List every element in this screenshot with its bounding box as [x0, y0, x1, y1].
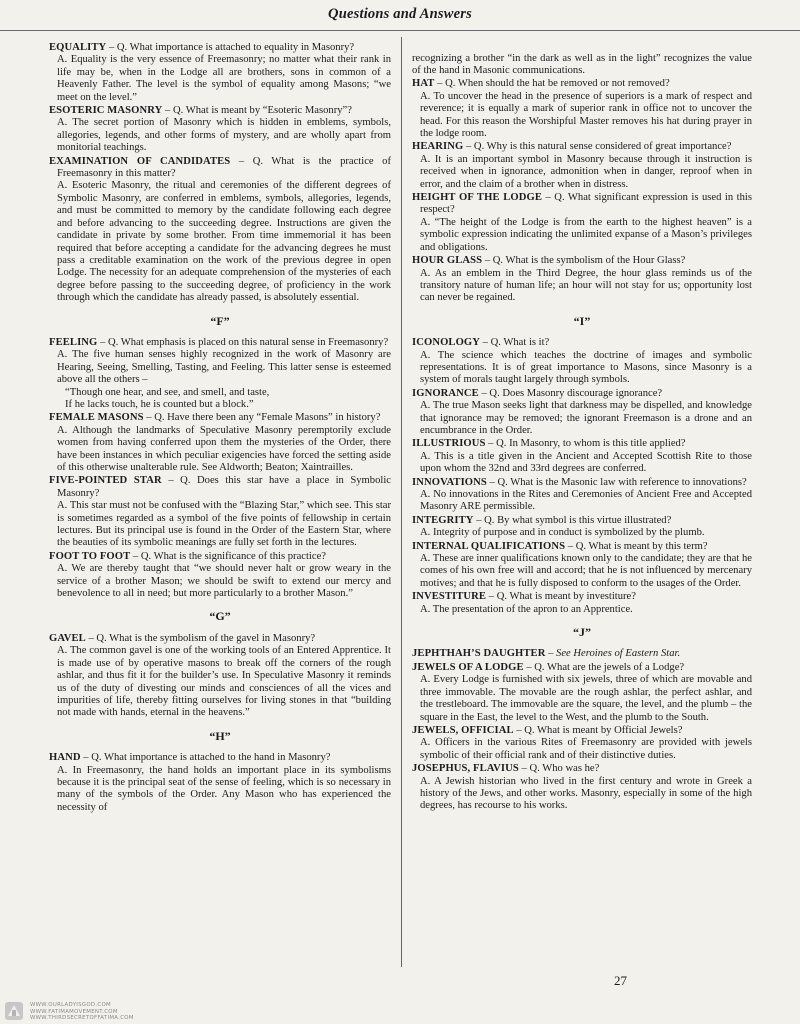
- entry-answer: A. Although the landmarks of Speculative Masonry peremptorily exclude women from having conferred upon them the mysteries of the Order, there have been instances in which peculiar exigencies have forced the setting aside of this otherwise unalterable rule. See Aldworth; Beaton; Xaintrailles.: [57, 424, 391, 473]
- entry-term: FOOT TO FOOT: [49, 550, 131, 562]
- entry-term: ICONOLOGY: [412, 337, 481, 349]
- entry-answer: A. It is an important symbol in Masonry because through it instruction is received when in ignorance, admonition when in danger, reproof when in error, and the claim of a brother when in distress.: [420, 153, 752, 190]
- entry-question: – Q. What importance is attached to the hand in Masonry?: [80, 752, 331, 764]
- entry-feeling: [49, 337, 391, 411]
- entry-female-masons: [49, 412, 391, 474]
- quote-line: “Though one hear, and see, and smell, and taste,: [65, 386, 270, 398]
- entry-question: – Q. When should the hat be removed or not removed?: [434, 78, 670, 90]
- entry-answer: A. To uncover the head in the presence of superiors is a mark of respect and reverence; it is equally a mark of superior rank in office not to uncover the head. For this reason the Worshipful Master removes his hat during prayer in the lodge room.: [420, 90, 752, 140]
- entry-term: ESOTERIC MASONRY: [49, 105, 163, 117]
- entry-answer: A. We are thereby taught that “we should never halt or grow weary in the service of a brother Mason; we should be swift to extend our mercy and benevolence to all in need; but more particularly to a brother Mason.”: [57, 563, 391, 600]
- entry-josephus-flavius: [412, 763, 752, 813]
- entry-question: – Q. Have there been any “Female Masons” in history?: [143, 412, 381, 424]
- entry-answer: A. Integrity of purpose and in conduct is symbolized by the plumb.: [420, 527, 705, 539]
- page-header: [0, 0, 800, 31]
- entry-answer: A. Officers in the various Rites of Freemasonry are provided with jewels symbolic of their official rank and of their distinctive duties.: [420, 737, 752, 761]
- entry-jewels-official: [412, 725, 752, 762]
- entry-answer: A. In Freemasonry, the hand holds an important place in its symbolisms because it is the principal seat of the sense of feeling, which is so necessary in many of the symbols of the Order. Any Mason who has experienced the necessity of: [57, 764, 391, 813]
- entry-question: – See Heroines of Eastern Star.: [545, 648, 681, 660]
- entry-term: FEMALE MASONS: [49, 412, 144, 424]
- entry-answer: A. The common gavel is one of the working tools of an Entered Apprentice. It is made use of by operative masons to break off the corners of the rough ashlar, and thus fit it for the builder’s use. In Speculative Masonry it reminds us of the duty of divesting our minds and consciences of all the vices and impurities of life, thereby fitting ourselves for living stones in that “building not made with hands, eternal in the heavens.”: [57, 645, 391, 719]
- entry-investiture: [412, 591, 752, 616]
- entry-term: HOUR GLASS: [412, 255, 483, 267]
- entry-question: – Q. Does this star have a place in Symbolic Masonry?: [57, 475, 391, 499]
- entry-term: JEWELS OF A LODGE: [412, 661, 524, 673]
- entry-term: INNOVATIONS: [412, 476, 487, 488]
- entry-question: – Q. What emphasis is placed on this natural sense in Freemasonry?: [97, 336, 389, 348]
- section-heading-f: “F”: [210, 313, 230, 328]
- entry-equality: [49, 42, 391, 104]
- section-heading-g: “G”: [209, 609, 231, 624]
- entry-integrity: [412, 515, 752, 540]
- quote-line: If he lacks touch, he is counted but a block.”: [65, 398, 254, 410]
- entry-question: – Q. What is it?: [480, 337, 550, 349]
- entry-hearing: [412, 141, 752, 191]
- entry-question: – Q. What significant expression is used in this respect?: [420, 192, 752, 216]
- entry-answer: A. The science which teaches the doctrine of images and symbolic representations. It is of great importance to Masons, since Masonry is a system of morals taught largely through symbols.: [420, 349, 752, 386]
- entry-answer: A. A Jewish historian who lived in the first century and wrote in Greek a history of the Jews, and other works. Masonry, especially in some of the high degrees, has recourse to his works.: [420, 775, 752, 812]
- entry-examination-of-candidates: [49, 156, 391, 305]
- entry-question: – Q. Does Masonry discourage ignorance?: [478, 387, 663, 399]
- entry-answer: A. “The height of the Lodge is from the earth to the highest heaven” is a symbolic expression indicating the unlimited expanse of a Mason’s privileges and obligations.: [420, 216, 752, 253]
- watermark-links: [30, 1002, 134, 1022]
- entry-height-of-the-lodge: [412, 192, 752, 254]
- entry-answer: A. Esoteric Masonry, the ritual and ceremonies of the different degrees of Symbolic Masonry, are conferred in emblems, symbols, allegories, legends, and must be committed to memory by the candidate following each degree and before advancing to the succeeding degree. Instructions are given the candidate in private by some brother. From time immemorial it has been required that before accepting a candidate for the advancing degrees he must pass a creditable examination on the work of the previous degree in open Lodge. The necessity for an adequate comprehension of the mysteries of each degree before passing to the succeeding degree, of proficiency in the work through which the candidate has already passed, is absolutely essential.: [57, 180, 391, 304]
- entry-answer: A. These are inner qualifications known only to the candidate; they are that he comes of his own free will and accord; that he is not influenced by mercenary motives; and that he is fully disposed to conform to the usages of the Order.: [420, 553, 752, 589]
- watermark-link[interactable]: WWW.THIRDSECRETOFFATIMA.COM: [30, 1015, 134, 1022]
- section-heading-h: “H”: [209, 728, 231, 743]
- watermark-logo-icon: [4, 1001, 24, 1021]
- entry-question: – Q. Why is this natural sense considered of great importance?: [463, 141, 732, 153]
- entry-illustrious: [412, 438, 752, 475]
- column-divider: [401, 37, 402, 967]
- entry-answer: A. No innovations in the Rites and Ceremonies of Ancient Free and Accepted Masonry ARE permissible.: [420, 489, 752, 513]
- entry-question: – Q. In Masonry, to whom is this title applied?: [485, 438, 686, 450]
- entry-question: – Q. What is the significance of this practice?: [130, 550, 326, 562]
- entry-question: – Q. What importance is attached to equality in Masonry?: [106, 42, 355, 53]
- entry-term: HAT: [412, 78, 435, 90]
- entry-innovations: [412, 477, 752, 514]
- entry-answer: A. The true Mason seeks light that darkness may be dispelled, and knowledge that ignorance may be removed; the ignorant Freemason is a drone and an encumbrance in the Order.: [420, 400, 752, 436]
- entry-question: – Q. What is meant by “Esoteric Masonry”?: [162, 105, 352, 117]
- entry-term: JEPHTHAH’S DAUGHTER: [412, 648, 546, 660]
- watermark-link[interactable]: WWW.FATIMAMOVEMENT.COM: [30, 1008, 118, 1015]
- entry-question: – Q. What is meant by investiture?: [486, 591, 636, 603]
- entry-term: EQUALITY: [49, 42, 107, 53]
- entry-esoteric-masonry: [49, 105, 391, 155]
- entry-answer: A. The secret portion of Masonry which is hidden in emblems, symbols, allegories, legends, and other forms of mystery, and are wholly apart from monitorial teachings.: [57, 117, 391, 154]
- entry-question: – Q. Who was he?: [518, 763, 600, 775]
- entry-term: INTEGRITY: [412, 514, 474, 526]
- entry-question: – Q. What is the symbolism of the gavel in Masonry?: [85, 632, 316, 644]
- entry-answer: A. Equality is the very essence of Freemasonry; no matter what their rank in life may be, when in the Lodge all are brothers, sons in common of a Heavenly Father. The level is the symbol of equality among Masons; “we meet on the level.”: [57, 54, 391, 103]
- entry-five-pointed-star: [49, 475, 391, 549]
- entry-term: HAND: [49, 752, 81, 764]
- entry-term: HEARING: [412, 141, 464, 153]
- page-title: Questions and Answers: [328, 6, 472, 22]
- left-column: [49, 42, 391, 815]
- section-heading-j: “J”: [573, 625, 591, 640]
- entry-term: JEWELS, OFFICIAL: [412, 724, 514, 736]
- entry-term: JOSEPHUS, FLAVIUS: [412, 763, 519, 775]
- entry-answer: A. The presentation of the apron to an Apprentice.: [420, 603, 633, 615]
- entry-term: INTERNAL QUALIFICATIONS: [412, 540, 566, 552]
- entry-question: – Q. What are the jewels of a Lodge?: [523, 661, 685, 673]
- entry-answer: A. The five human senses highly recognized in the work of Masonry are Hearing, Seeing, Smelling, Tasting, and Feeling. This latter sense is esteemed above all the others –: [57, 349, 391, 386]
- page-number: 27: [614, 973, 627, 988]
- entry-term: INVESTITURE: [412, 591, 487, 603]
- entry-term: GAVEL: [49, 632, 86, 644]
- entry-answer: A. This star must not be confused with the “Blazing Star,” which see. This star is sometimes regarded as a symbol of the five points of fellowship in certain lectures. But its principal use is found in the Order of the Eastern Star, where the beauties of its symbolic meanings are fully set forth in the lectures.: [57, 500, 391, 549]
- entry-answer: A. This is a title given in the Ancient and Accepted Scottish Rite to those upon whom the 32nd and 33rd degrees are conferred.: [420, 450, 752, 475]
- entry-question: – Q. What is meant by Official Jewels?: [513, 724, 683, 736]
- entry-answer: A. As an emblem in the Third Degree, the hour glass reminds us of the transitory nature of human life; an hour will not stay for us; opportunity lost can never be regained.: [420, 267, 752, 304]
- entry-foot-to-foot: [49, 551, 391, 601]
- entry-jewels-of-a-lodge: [412, 662, 752, 724]
- continued-answer: recognizing a brother “in the dark as well as in the light” recognizes the value of the hand in Masonic communications.: [412, 52, 752, 76]
- entry-term: FIVE-POINTED STAR: [49, 475, 162, 487]
- watermark-footer: [4, 1001, 204, 1023]
- entry-question: – Q. By what symbol is this virtue illustrated?: [473, 514, 672, 526]
- entry-gavel: [49, 633, 391, 720]
- entry-term: EXAMINATION OF CANDIDATES: [49, 155, 231, 167]
- entry-term: IGNORANCE: [412, 387, 479, 399]
- entry-jephthahs-daughter: [412, 648, 752, 660]
- section-heading-i: “I”: [573, 313, 591, 328]
- entry-hour-glass: [412, 255, 752, 305]
- entry-iconology: [412, 337, 752, 387]
- entry-internal-qualifications: [412, 541, 752, 591]
- entry-question: – Q. What is the Masonic law with reference to innovations?: [486, 476, 747, 488]
- entry-question: – Q. What is the symbolism of the Hour Glass?: [482, 255, 686, 267]
- entry-term: HEIGHT OF THE LODGE: [412, 192, 542, 204]
- entry-hand: [49, 752, 391, 814]
- entry-term: ILLUSTRIOUS: [412, 438, 486, 450]
- entry-ignorance: [412, 388, 752, 438]
- entry-question: – Q. What is meant by this term?: [565, 540, 708, 552]
- entry-answer: A. Every Lodge is furnished with six jewels, three of which are movable and three immovable. The movable are the rough ashlar, the perfect ashlar, and the trestleboard. The immovable are the square, the level, and the plumb – the square in the East, the level to the West, and the plumb to the South.: [420, 674, 752, 723]
- right-column: [412, 42, 752, 814]
- watermark-link[interactable]: WWW.OURLADYISGOD.COM: [30, 1002, 111, 1008]
- entry-term: FEELING: [49, 336, 98, 348]
- entry-hat: [412, 78, 752, 140]
- entry-question: – Q. What is the practice of Freemasonry in this matter?: [57, 155, 391, 180]
